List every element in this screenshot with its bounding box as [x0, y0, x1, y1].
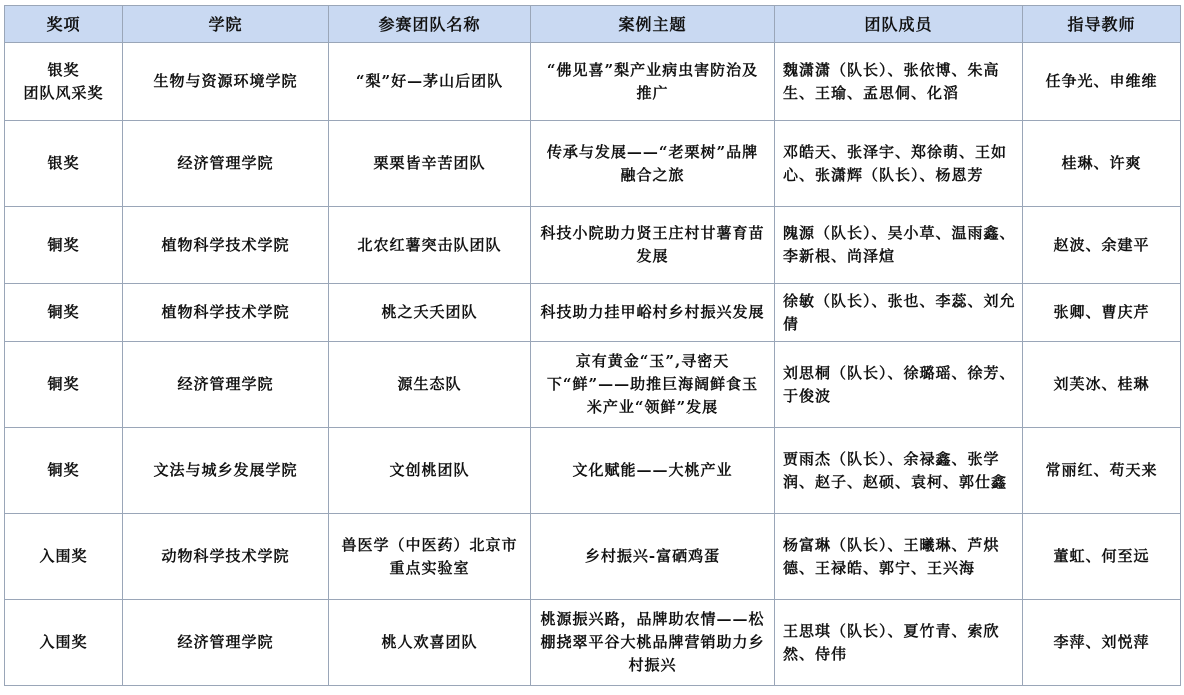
- table-row: [5, 600, 1181, 686]
- header-college: 学院: [123, 6, 329, 43]
- team-cell: 兽医学（中医药）北京市重点实验室: [329, 514, 531, 600]
- award-cell: 入围奖: [5, 600, 123, 686]
- college-cell: 经济管理学院: [123, 121, 329, 207]
- table-row: [5, 284, 1181, 342]
- header-advisor: 指导教师: [1023, 6, 1181, 43]
- college-cell: 植物科学技术学院: [123, 207, 329, 284]
- members-cell: 隗源（队长）、吴小草、温雨鑫、李新根、尚泽煊: [775, 207, 1023, 284]
- table-row: [5, 207, 1181, 284]
- members-cell: 徐敏（队长）、张也、李蕊、刘允倩: [775, 284, 1023, 342]
- members-cell: 杨富琳（队长）、王曦琳、芦烘德、王禄皓、郭宁、王兴海: [775, 514, 1023, 600]
- college-cell: 文法与城乡发展学院: [123, 428, 329, 514]
- team-cell: “梨”好—茅山后团队: [329, 43, 531, 121]
- team-cell: 文创桃团队: [329, 428, 531, 514]
- header-award: 奖项: [5, 6, 123, 43]
- award-cell: 银奖: [5, 121, 123, 207]
- advisor-cell: 张卿、曹庆芹: [1023, 284, 1181, 342]
- advisor-cell: 任争光、申维维: [1023, 43, 1181, 121]
- theme-cell: 乡村振兴-富硒鸡蛋: [531, 514, 775, 600]
- team-cell: 桃之夭夭团队: [329, 284, 531, 342]
- award-cell: 铜奖: [5, 428, 123, 514]
- team-cell: 栗栗皆辛苦团队: [329, 121, 531, 207]
- table-row: [5, 342, 1181, 428]
- advisor-cell: 李萍、刘悦萍: [1023, 600, 1181, 686]
- theme-cell: “佛见喜”梨产业病虫害防治及推广: [531, 43, 775, 121]
- theme-cell: 桃源振兴路，品牌助农情——松棚挠翠平谷大桃品牌营销助力乡村振兴: [531, 600, 775, 686]
- college-cell: 经济管理学院: [123, 600, 329, 686]
- team-cell: 源生态队: [329, 342, 531, 428]
- advisor-cell: 刘芙冰、桂琳: [1023, 342, 1181, 428]
- header-members: 团队成员: [775, 6, 1023, 43]
- award-cell: 铜奖: [5, 284, 123, 342]
- table-row: [5, 514, 1181, 600]
- members-cell: 刘思桐（队长）、徐璐瑶、徐芳、于俊波: [775, 342, 1023, 428]
- theme-cell: 传承与发展——“老栗树”品牌融合之旅: [531, 121, 775, 207]
- table-row: [5, 43, 1181, 121]
- header-row: [5, 6, 1181, 43]
- college-cell: 生物与资源环境学院: [123, 43, 329, 121]
- team-cell: 北农红薯突击队团队: [329, 207, 531, 284]
- advisor-cell: 桂琳、许爽: [1023, 121, 1181, 207]
- award-cell: 入围奖: [5, 514, 123, 600]
- members-cell: 王思琪（队长）、夏竹青、索欣然、侍伟: [775, 600, 1023, 686]
- award-cell: 银奖 团队风采奖: [5, 43, 123, 121]
- advisor-cell: 赵波、余建平: [1023, 207, 1181, 284]
- college-cell: 经济管理学院: [123, 342, 329, 428]
- college-cell: 植物科学技术学院: [123, 284, 329, 342]
- members-cell: 邓皓天、张泽宇、郑徐萌、王如心、张潇辉（队长）、杨恩芳: [775, 121, 1023, 207]
- award-cell: 铜奖: [5, 342, 123, 428]
- college-cell: 动物科学技术学院: [123, 514, 329, 600]
- members-cell: 贾雨杰（队长）、余禄鑫、张学润、赵子、赵硕、袁柯、郭仕鑫: [775, 428, 1023, 514]
- advisor-cell: 常丽红、苟天来: [1023, 428, 1181, 514]
- award-cell: 铜奖: [5, 207, 123, 284]
- table-row: [5, 121, 1181, 207]
- members-cell: 魏潇潇（队长）、张依博、朱高生、王瑜、孟思侗、化滔: [775, 43, 1023, 121]
- header-team: 参赛团队名称: [329, 6, 531, 43]
- theme-cell: 文化赋能——大桃产业: [531, 428, 775, 514]
- team-cell: 桃人欢喜团队: [329, 600, 531, 686]
- table-row: [5, 428, 1181, 514]
- theme-cell: 科技小院助力贤王庄村甘薯育苗发展: [531, 207, 775, 284]
- theme-cell: 京有黄金“玉”,寻密天下“鲜”——助推巨海阔鲜食玉米产业“领鲜”发展: [531, 342, 775, 428]
- advisor-cell: 董虹、何至远: [1023, 514, 1181, 600]
- theme-cell: 科技助力挂甲峪村乡村振兴发展: [531, 284, 775, 342]
- awards-table: [4, 5, 1181, 686]
- header-theme: 案例主题: [531, 6, 775, 43]
